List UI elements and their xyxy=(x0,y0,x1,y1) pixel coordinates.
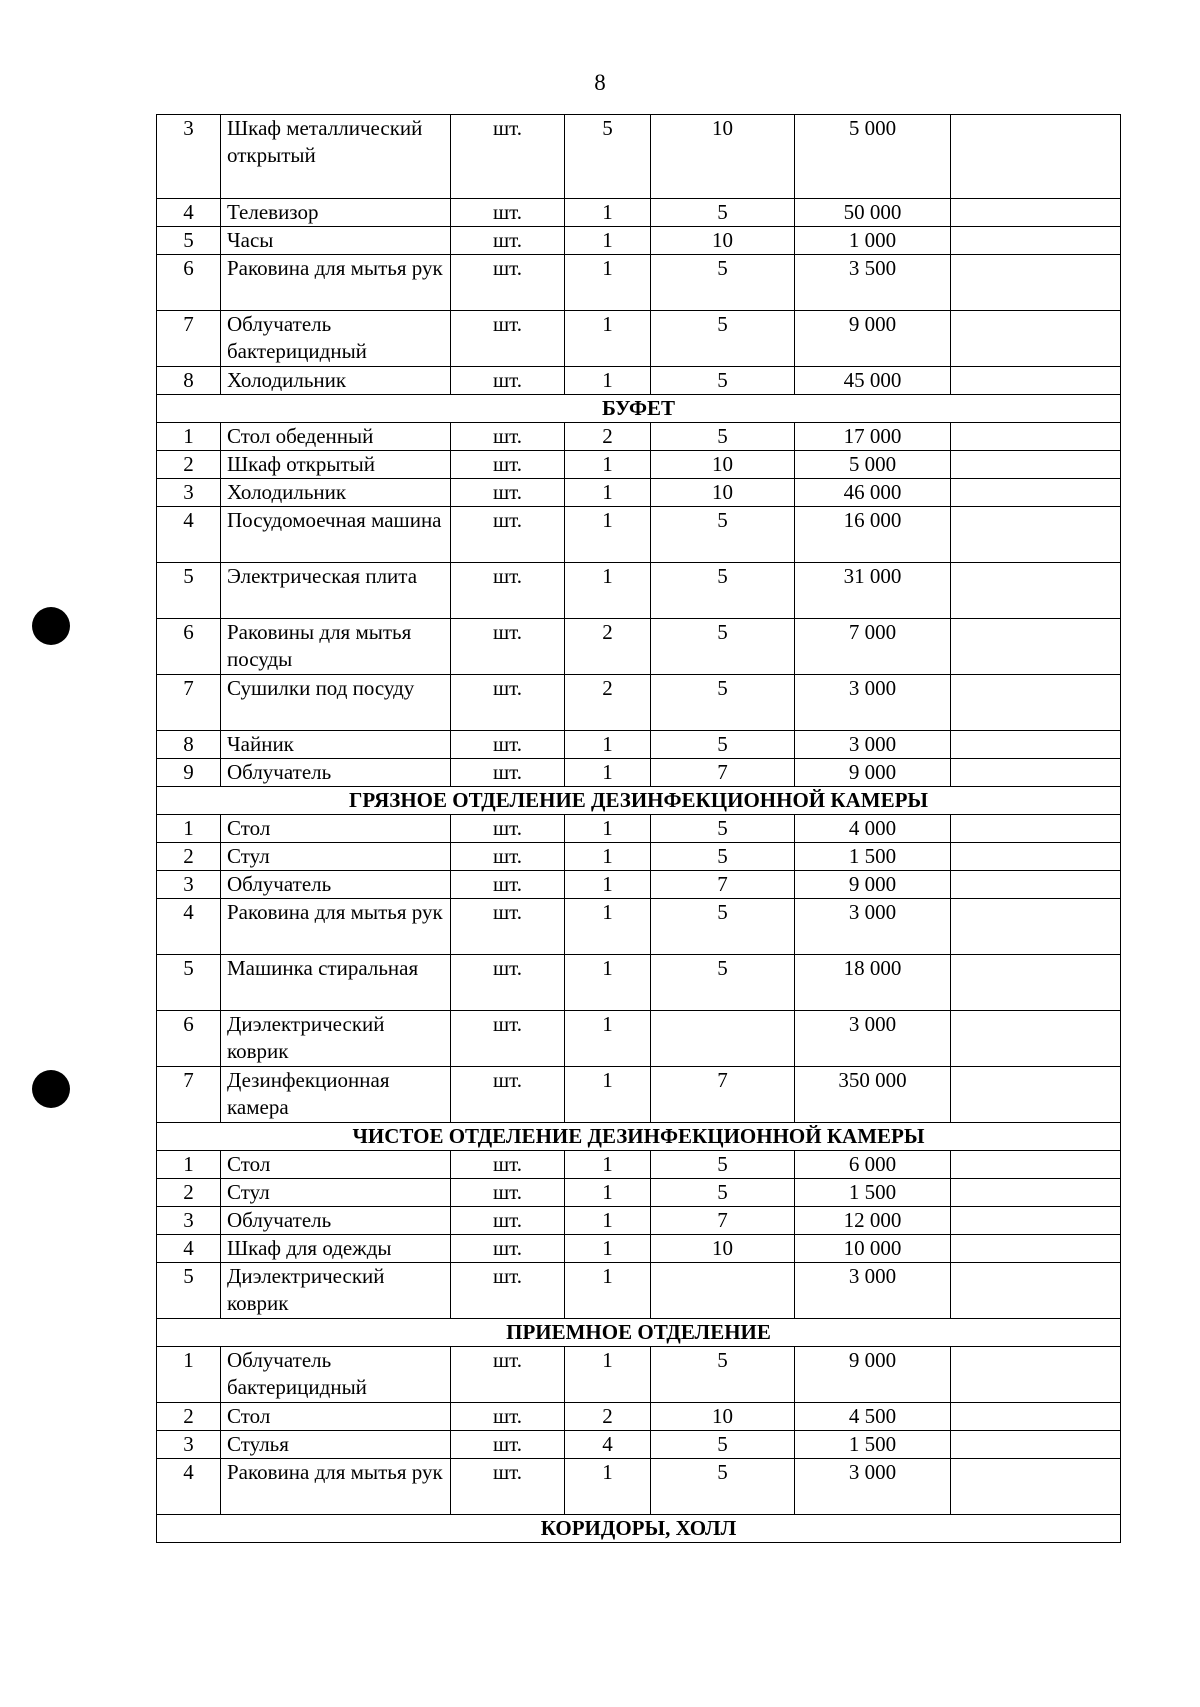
item-number: 1 xyxy=(157,1151,221,1179)
item-service-years: 5 xyxy=(651,731,795,759)
table-row xyxy=(157,1263,1121,1319)
item-price: 6 000 xyxy=(795,1151,951,1179)
item-price: 45 000 xyxy=(795,367,951,395)
item-name: Шкаф открытый xyxy=(221,451,451,479)
item-number: 4 xyxy=(157,507,221,563)
item-service-years: 5 xyxy=(651,507,795,563)
item-price: 31 000 xyxy=(795,563,951,619)
table-row xyxy=(157,479,1121,507)
item-note xyxy=(951,423,1121,451)
item-price: 3 000 xyxy=(795,1459,951,1515)
section-title: ЧИСТОЕ ОТДЕЛЕНИЕ ДЕЗИНФЕКЦИОННОЙ КАМЕРЫ xyxy=(157,1123,1121,1151)
item-unit: шт. xyxy=(451,1459,565,1515)
item-name: Холодильник xyxy=(221,479,451,507)
item-service-years: 10 xyxy=(651,115,795,199)
item-note xyxy=(951,843,1121,871)
item-name: Посудомоечная машина xyxy=(221,507,451,563)
item-service-years xyxy=(651,1263,795,1319)
item-unit: шт. xyxy=(451,619,565,675)
item-price: 5 000 xyxy=(795,451,951,479)
table-row xyxy=(157,1403,1121,1431)
item-quantity: 1 xyxy=(565,1263,651,1319)
section-title: КОРИДОРЫ, ХОЛЛ xyxy=(157,1515,1121,1543)
item-quantity: 1 xyxy=(565,871,651,899)
item-number: 2 xyxy=(157,1179,221,1207)
item-name: Шкаф для одежды xyxy=(221,1235,451,1263)
item-number: 3 xyxy=(157,1207,221,1235)
item-note xyxy=(951,1459,1121,1515)
item-price: 3 000 xyxy=(795,899,951,955)
item-unit: шт. xyxy=(451,899,565,955)
item-number: 2 xyxy=(157,451,221,479)
item-service-years: 5 xyxy=(651,619,795,675)
item-number: 5 xyxy=(157,563,221,619)
item-number: 1 xyxy=(157,815,221,843)
item-note xyxy=(951,731,1121,759)
section-row xyxy=(157,1319,1121,1347)
item-service-years: 5 xyxy=(651,563,795,619)
item-note xyxy=(951,1403,1121,1431)
item-note xyxy=(951,451,1121,479)
item-service-years: 7 xyxy=(651,871,795,899)
item-service-years: 7 xyxy=(651,1067,795,1123)
item-name: Чайник xyxy=(221,731,451,759)
item-quantity: 2 xyxy=(565,619,651,675)
item-price: 18 000 xyxy=(795,955,951,1011)
item-number: 6 xyxy=(157,619,221,675)
item-price: 1 500 xyxy=(795,1431,951,1459)
item-price: 4 000 xyxy=(795,815,951,843)
item-name: Стул xyxy=(221,843,451,871)
table-row xyxy=(157,1067,1121,1123)
table-row xyxy=(157,227,1121,255)
item-service-years: 7 xyxy=(651,759,795,787)
item-quantity: 1 xyxy=(565,843,651,871)
item-unit: шт. xyxy=(451,731,565,759)
item-unit: шт. xyxy=(451,311,565,367)
item-note xyxy=(951,1151,1121,1179)
item-service-years: 5 xyxy=(651,311,795,367)
item-unit: шт. xyxy=(451,1403,565,1431)
item-name: Стол xyxy=(221,1403,451,1431)
item-price: 9 000 xyxy=(795,759,951,787)
item-unit: шт. xyxy=(451,955,565,1011)
item-unit: шт. xyxy=(451,1235,565,1263)
item-name: Стол xyxy=(221,815,451,843)
table-row xyxy=(157,255,1121,311)
table-row xyxy=(157,1459,1121,1515)
table-row xyxy=(157,507,1121,563)
item-service-years: 10 xyxy=(651,451,795,479)
item-note xyxy=(951,871,1121,899)
item-service-years: 5 xyxy=(651,899,795,955)
item-note xyxy=(951,619,1121,675)
item-name: Диэлектрический коврик xyxy=(221,1263,451,1319)
item-number: 7 xyxy=(157,1067,221,1123)
item-unit: шт. xyxy=(451,1151,565,1179)
item-service-years: 10 xyxy=(651,227,795,255)
item-number: 5 xyxy=(157,1263,221,1319)
item-note xyxy=(951,1347,1121,1403)
item-quantity: 1 xyxy=(565,899,651,955)
table-row xyxy=(157,1207,1121,1235)
item-number: 3 xyxy=(157,871,221,899)
item-unit: шт. xyxy=(451,843,565,871)
item-unit: шт. xyxy=(451,367,565,395)
page-number: 8 xyxy=(594,70,606,95)
item-quantity: 1 xyxy=(565,199,651,227)
item-name: Стул xyxy=(221,1179,451,1207)
item-quantity: 1 xyxy=(565,759,651,787)
item-price: 7 000 xyxy=(795,619,951,675)
item-service-years: 5 xyxy=(651,367,795,395)
section-row xyxy=(157,787,1121,815)
item-quantity: 1 xyxy=(565,311,651,367)
item-quantity: 1 xyxy=(565,255,651,311)
table-row xyxy=(157,1151,1121,1179)
item-quantity: 1 xyxy=(565,227,651,255)
item-unit: шт. xyxy=(451,255,565,311)
item-unit: шт. xyxy=(451,759,565,787)
item-quantity: 5 xyxy=(565,115,651,199)
item-name: Облучатель xyxy=(221,871,451,899)
item-price: 9 000 xyxy=(795,1347,951,1403)
item-unit: шт. xyxy=(451,507,565,563)
item-unit: шт. xyxy=(451,675,565,731)
item-name: Шкаф металлический открытый xyxy=(221,115,451,199)
item-price: 1 000 xyxy=(795,227,951,255)
table-row xyxy=(157,619,1121,675)
item-service-years: 5 xyxy=(651,423,795,451)
item-price: 5 000 xyxy=(795,115,951,199)
item-quantity: 1 xyxy=(565,1067,651,1123)
table-row xyxy=(157,955,1121,1011)
item-note xyxy=(951,479,1121,507)
item-quantity: 1 xyxy=(565,479,651,507)
item-name: Раковина для мытья рук xyxy=(221,1459,451,1515)
item-price: 1 500 xyxy=(795,1179,951,1207)
item-note xyxy=(951,759,1121,787)
item-name: Облучатель xyxy=(221,759,451,787)
item-number: 3 xyxy=(157,1431,221,1459)
item-service-years: 5 xyxy=(651,1459,795,1515)
table-row xyxy=(157,451,1121,479)
item-note xyxy=(951,367,1121,395)
item-service-years: 5 xyxy=(651,1347,795,1403)
item-note xyxy=(951,311,1121,367)
item-note xyxy=(951,1207,1121,1235)
item-note xyxy=(951,1431,1121,1459)
item-note xyxy=(951,1263,1121,1319)
item-quantity: 1 xyxy=(565,1179,651,1207)
item-service-years: 5 xyxy=(651,843,795,871)
item-number: 8 xyxy=(157,367,221,395)
item-price: 46 000 xyxy=(795,479,951,507)
item-unit: шт. xyxy=(451,1011,565,1067)
item-note xyxy=(951,899,1121,955)
item-price: 3 000 xyxy=(795,1011,951,1067)
item-quantity: 1 xyxy=(565,815,651,843)
table-row xyxy=(157,759,1121,787)
item-note xyxy=(951,675,1121,731)
item-number: 5 xyxy=(157,227,221,255)
item-quantity: 1 xyxy=(565,1347,651,1403)
item-quantity: 2 xyxy=(565,1403,651,1431)
section-title: БУФЕТ xyxy=(157,395,1121,423)
item-note xyxy=(951,227,1121,255)
item-note xyxy=(951,507,1121,563)
item-unit: шт. xyxy=(451,1179,565,1207)
equipment-table xyxy=(156,114,1121,1543)
item-quantity: 1 xyxy=(565,563,651,619)
item-unit: шт. xyxy=(451,451,565,479)
table-row xyxy=(157,367,1121,395)
item-service-years: 5 xyxy=(651,815,795,843)
item-service-years: 10 xyxy=(651,479,795,507)
table-row xyxy=(157,843,1121,871)
item-number: 4 xyxy=(157,1235,221,1263)
item-price: 3 000 xyxy=(795,675,951,731)
item-unit: шт. xyxy=(451,1207,565,1235)
item-quantity: 1 xyxy=(565,1207,651,1235)
item-quantity: 1 xyxy=(565,1151,651,1179)
section-row xyxy=(157,1123,1121,1151)
item-name: Раковины для мытья посуды xyxy=(221,619,451,675)
table-row xyxy=(157,115,1121,199)
item-name: Стол обеденный xyxy=(221,423,451,451)
item-name: Облучатель xyxy=(221,1207,451,1235)
item-number: 1 xyxy=(157,1347,221,1403)
item-name: Раковина для мытья рук xyxy=(221,255,451,311)
item-unit: шт. xyxy=(451,815,565,843)
item-unit: шт. xyxy=(451,479,565,507)
item-quantity: 2 xyxy=(565,675,651,731)
item-service-years: 5 xyxy=(651,675,795,731)
table-row xyxy=(157,199,1121,227)
table-row xyxy=(157,1431,1121,1459)
item-unit: шт. xyxy=(451,1263,565,1319)
item-quantity: 4 xyxy=(565,1431,651,1459)
item-price: 350 000 xyxy=(795,1067,951,1123)
item-unit: шт. xyxy=(451,563,565,619)
item-number: 3 xyxy=(157,479,221,507)
table-row xyxy=(157,1011,1121,1067)
item-price: 3 000 xyxy=(795,731,951,759)
item-note xyxy=(951,815,1121,843)
item-number: 6 xyxy=(157,255,221,311)
item-number: 4 xyxy=(157,1459,221,1515)
item-service-years: 10 xyxy=(651,1403,795,1431)
item-note xyxy=(951,1179,1121,1207)
item-service-years xyxy=(651,1011,795,1067)
item-name: Раковина для мытья рук xyxy=(221,899,451,955)
item-name: Холодильник xyxy=(221,367,451,395)
item-quantity: 1 xyxy=(565,1011,651,1067)
item-quantity: 1 xyxy=(565,451,651,479)
item-unit: шт. xyxy=(451,1067,565,1123)
item-name: Сушилки под посуду xyxy=(221,675,451,731)
item-note xyxy=(951,255,1121,311)
item-number: 2 xyxy=(157,1403,221,1431)
section-title: ГРЯЗНОЕ ОТДЕЛЕНИЕ ДЕЗИНФЕКЦИОННОЙ КАМЕРЫ xyxy=(157,787,1121,815)
item-number: 7 xyxy=(157,675,221,731)
item-number: 3 xyxy=(157,115,221,199)
item-name: Облучатель бактерицидный xyxy=(221,1347,451,1403)
item-service-years: 5 xyxy=(651,1151,795,1179)
item-price: 4 500 xyxy=(795,1403,951,1431)
item-price: 17 000 xyxy=(795,423,951,451)
item-service-years: 5 xyxy=(651,1431,795,1459)
item-number: 9 xyxy=(157,759,221,787)
item-number: 5 xyxy=(157,955,221,1011)
item-name: Облучатель бактерицидный xyxy=(221,311,451,367)
item-number: 1 xyxy=(157,423,221,451)
table-row xyxy=(157,675,1121,731)
item-note xyxy=(951,199,1121,227)
item-name: Стол xyxy=(221,1151,451,1179)
item-service-years: 5 xyxy=(651,1179,795,1207)
item-price: 1 500 xyxy=(795,843,951,871)
table-row xyxy=(157,731,1121,759)
item-quantity: 1 xyxy=(565,955,651,1011)
item-quantity: 1 xyxy=(565,507,651,563)
table-row xyxy=(157,423,1121,451)
item-service-years: 5 xyxy=(651,955,795,1011)
table-row xyxy=(157,1179,1121,1207)
item-note xyxy=(951,1011,1121,1067)
item-name: Диэлектрический коврик xyxy=(221,1011,451,1067)
item-price: 3 500 xyxy=(795,255,951,311)
item-unit: шт. xyxy=(451,423,565,451)
item-number: 4 xyxy=(157,199,221,227)
item-service-years: 5 xyxy=(651,199,795,227)
item-unit: шт. xyxy=(451,227,565,255)
item-note xyxy=(951,1067,1121,1123)
item-price: 9 000 xyxy=(795,871,951,899)
table-row xyxy=(157,899,1121,955)
table-row xyxy=(157,815,1121,843)
item-price: 12 000 xyxy=(795,1207,951,1235)
item-service-years: 5 xyxy=(651,255,795,311)
item-unit: шт. xyxy=(451,199,565,227)
punch-hole-bottom xyxy=(32,1070,70,1108)
item-name: Дезинфекционная камера xyxy=(221,1067,451,1123)
item-note xyxy=(951,115,1121,199)
punch-hole-top xyxy=(32,607,70,645)
item-number: 7 xyxy=(157,311,221,367)
item-number: 8 xyxy=(157,731,221,759)
item-price: 50 000 xyxy=(795,199,951,227)
item-service-years: 10 xyxy=(651,1235,795,1263)
table-row xyxy=(157,563,1121,619)
item-name: Электрическая плита xyxy=(221,563,451,619)
item-price: 9 000 xyxy=(795,311,951,367)
item-unit: шт. xyxy=(451,1347,565,1403)
item-unit: шт. xyxy=(451,871,565,899)
section-row xyxy=(157,395,1121,423)
item-price: 3 000 xyxy=(795,1263,951,1319)
table-row xyxy=(157,871,1121,899)
item-number: 6 xyxy=(157,1011,221,1067)
item-quantity: 2 xyxy=(565,423,651,451)
item-unit: шт. xyxy=(451,115,565,199)
table-row xyxy=(157,1235,1121,1263)
item-quantity: 1 xyxy=(565,731,651,759)
item-number: 4 xyxy=(157,899,221,955)
item-price: 10 000 xyxy=(795,1235,951,1263)
item-quantity: 1 xyxy=(565,1459,651,1515)
item-quantity: 1 xyxy=(565,367,651,395)
item-service-years: 7 xyxy=(651,1207,795,1235)
item-note xyxy=(951,955,1121,1011)
section-row xyxy=(157,1515,1121,1543)
table-row xyxy=(157,1347,1121,1403)
section-title: ПРИЕМНОЕ ОТДЕЛЕНИЕ xyxy=(157,1319,1121,1347)
item-quantity: 1 xyxy=(565,1235,651,1263)
item-unit: шт. xyxy=(451,1431,565,1459)
item-price: 16 000 xyxy=(795,507,951,563)
item-name: Телевизор xyxy=(221,199,451,227)
item-name: Часы xyxy=(221,227,451,255)
item-name: Машинка стиральная xyxy=(221,955,451,1011)
item-name: Стулья xyxy=(221,1431,451,1459)
item-note xyxy=(951,563,1121,619)
item-note xyxy=(951,1235,1121,1263)
item-number: 2 xyxy=(157,843,221,871)
table-row xyxy=(157,311,1121,367)
